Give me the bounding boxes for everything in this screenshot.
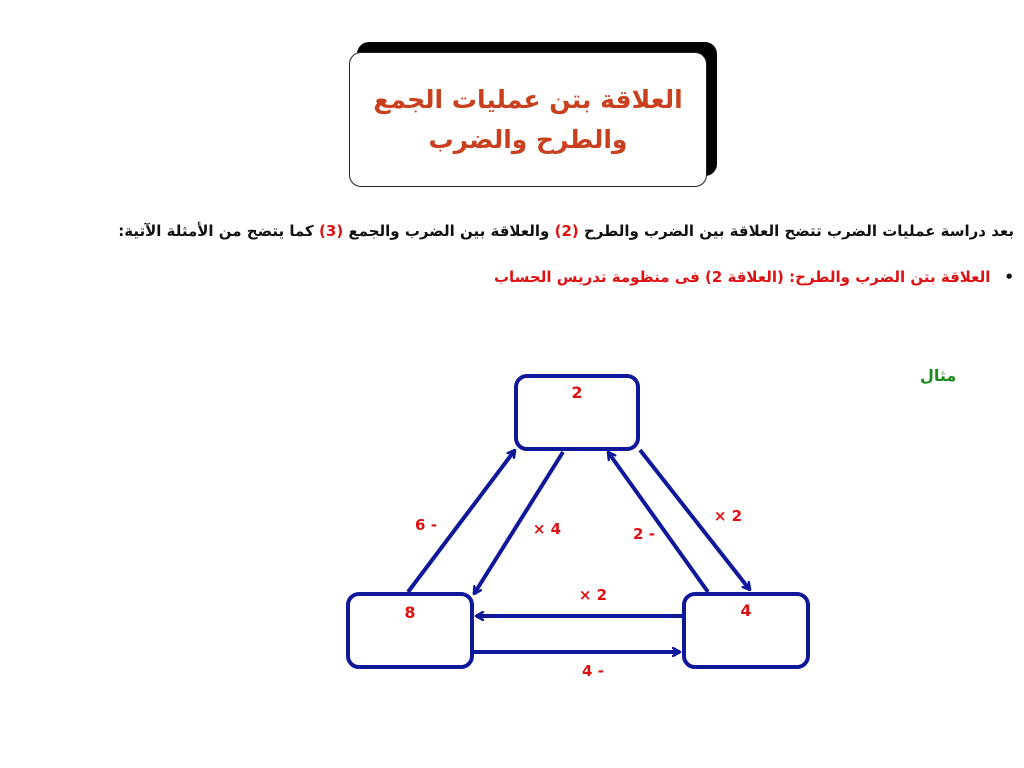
- page-title: العلاقة بتن عمليات الجمع والطرح والضرب: [373, 84, 683, 154]
- intro-part3: كما يتضح من الأمثلة الآتية:: [118, 222, 320, 240]
- intro-num2: (3): [319, 222, 344, 240]
- edge-label-left-to-right: 4 -: [582, 662, 604, 680]
- edge-label-right-to-top: 2 -: [633, 525, 655, 543]
- edge-label-left-to-top: 6 -: [415, 516, 437, 534]
- intro-part2: والعلاقة بين الضرب والجمع: [343, 222, 555, 240]
- bullet-icon: •: [1004, 268, 1014, 286]
- bullet-text: العلاقة بتن الضرب والطرح: (العلاقة 2) فى منظومة تدريس الحساب: [493, 268, 991, 286]
- intro-part1: بعد دراسة عمليات الضرب تتضح العلاقة بين الضرب والطرح: [578, 222, 1014, 240]
- node-top-label: 2: [571, 383, 583, 402]
- node-left-label: 8: [404, 603, 416, 622]
- example-label: مثال: [920, 366, 957, 385]
- intro-num1: (2): [554, 222, 579, 240]
- edge-label-top-to-left: × 4: [532, 520, 562, 538]
- edge-label-top-to-right: × 2: [713, 507, 743, 525]
- edge-label-right-to-left: × 2: [578, 586, 608, 604]
- node-right-label: 4: [740, 601, 752, 620]
